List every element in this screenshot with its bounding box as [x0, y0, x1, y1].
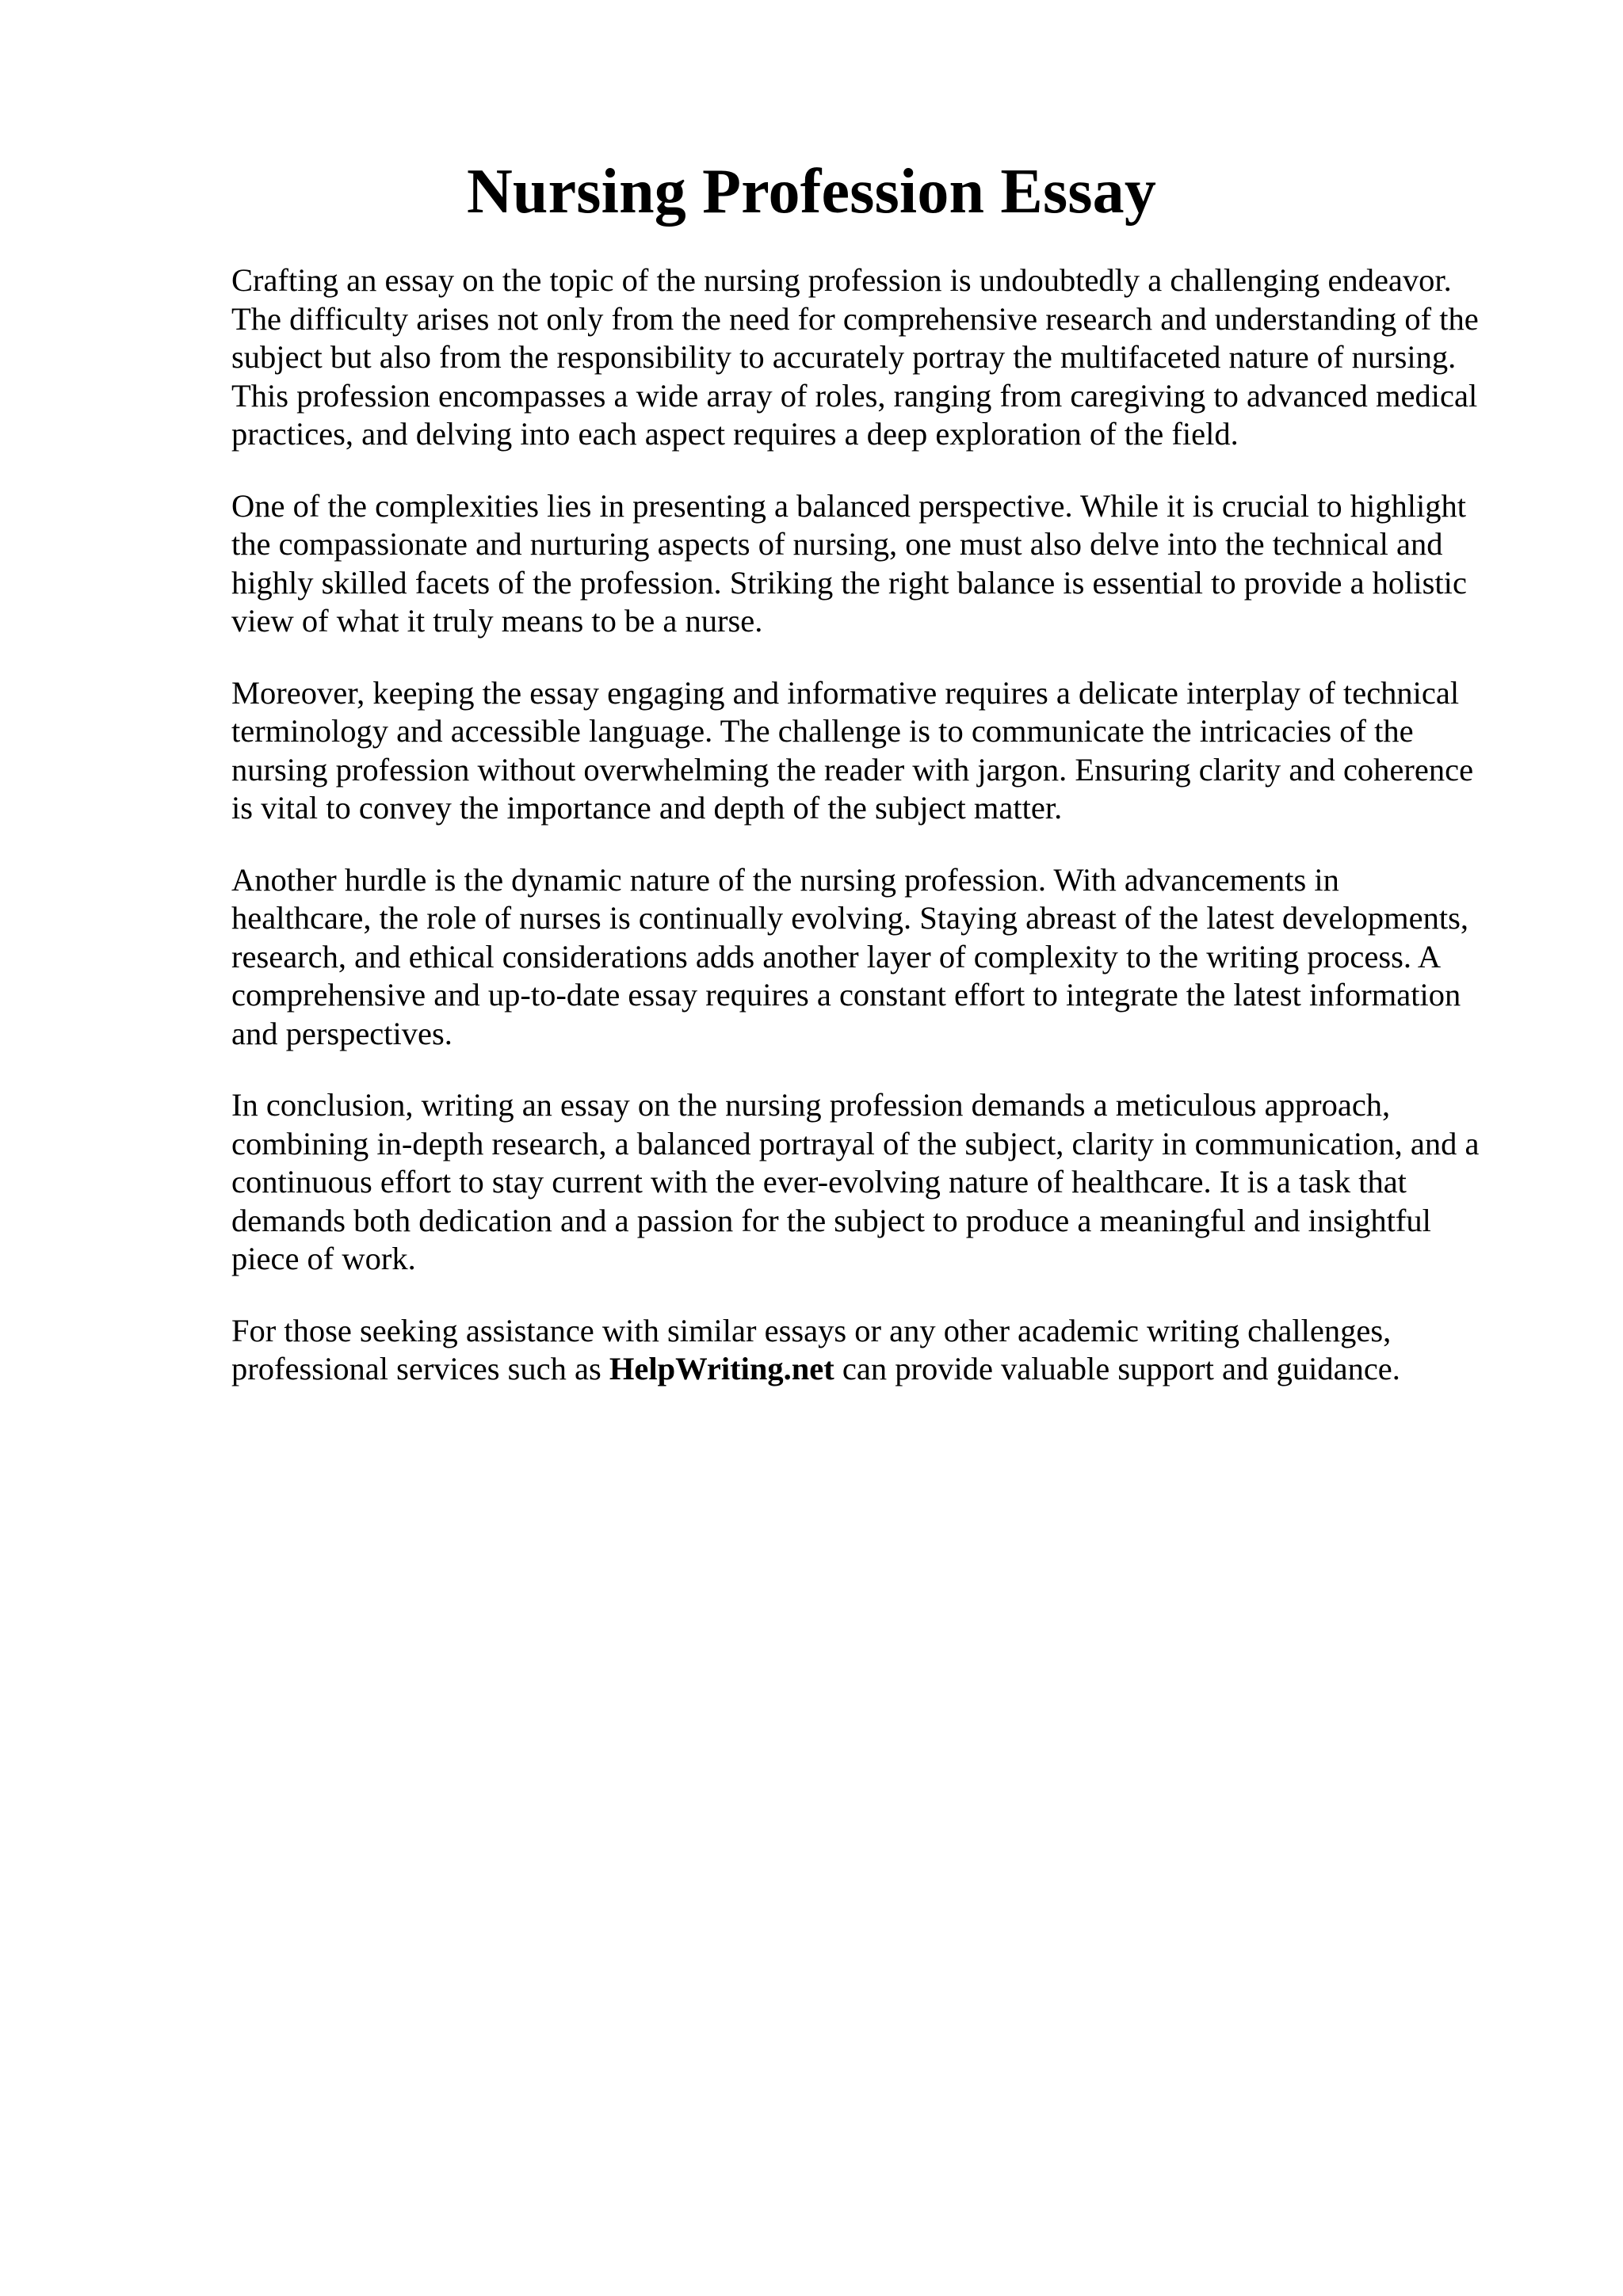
paragraph-3: [231, 674, 1515, 828]
text-line: This profession encompasses a wide array of roles, ranging from caregiving to advanced medical: [231, 377, 1478, 414]
text-line: The difficulty arises not only from the need for comprehensive research and understanding of the: [231, 300, 1479, 337]
text-line: is vital to convey the importance and depth of the subject matter.: [231, 790, 1063, 826]
text-line: In conclusion, writing an essay on the nursing profession demands a meticulous approach,: [231, 1087, 1391, 1123]
closing-text-after: can provide valuable support and guidance.: [834, 1351, 1400, 1386]
text-line: Crafting an essay on the topic of the nursing profession is undoubtedly a challenging endeavor.: [231, 262, 1452, 298]
text-line: continuous effort to stay current with the ever-evolving nature of healthcare. It is a task that: [231, 1164, 1407, 1199]
text-line: subject but also from the responsibility to accurately portray the multifaceted nature of nursing.: [231, 339, 1457, 375]
text-line: Another hurdle is the dynamic nature of the nursing profession. With advancements in: [231, 861, 1339, 898]
paragraph-1: [231, 261, 1515, 454]
brand-name: HelpWriting.net: [609, 1351, 834, 1386]
text-line: practices, and delving into each aspect requires a deep exploration of the field.: [231, 416, 1239, 452]
text-line: One of the complexities lies in presenting a balanced perspective. While it is crucial to highlight: [231, 487, 1467, 524]
text-line: comprehensive and up-to-date essay requires a constant effort to integrate the latest information: [231, 977, 1461, 1013]
text-line: nursing profession without overwhelming the reader with jargon. Ensuring clarity and coherence: [231, 751, 1474, 788]
text-line: [231, 1350, 1515, 1389]
text-line: and perspectives.: [231, 1015, 453, 1051]
text-line: For those seeking assistance with similar essays or any other academic writing challenges,: [231, 1312, 1392, 1348]
text-line: demands both dedication and a passion for the subject to produce a meaningful and insightful: [231, 1202, 1431, 1238]
text-line: highly skilled facets of the profession. Striking the right balance is essential to provide a holistic: [231, 564, 1467, 601]
page-title: Nursing Profession Essay: [466, 157, 1157, 227]
paragraph-2: [231, 487, 1515, 641]
paragraph-5: [231, 1086, 1515, 1279]
text-line: research, and ethical considerations adds another layer of complexity to the writing process. A: [231, 938, 1442, 974]
closing-text-before: professional services such as: [231, 1351, 609, 1386]
text-line: terminology and accessible language. The challenge is to communicate the intricacies of the: [231, 713, 1414, 749]
text-line: piece of work.: [231, 1241, 416, 1276]
text-line: the compassionate and nurturing aspects of nursing, one must also delve into the technical and: [231, 526, 1443, 562]
text-line: combining in-depth research, a balanced portrayal of the subject, clarity in communication, and a: [231, 1125, 1480, 1161]
paragraph-closing: [231, 1312, 1515, 1389]
paragraph-4: [231, 861, 1515, 1054]
text-line: view of what it truly means to be a nurse.: [231, 603, 763, 639]
text-line: healthcare, the role of nurses is continually evolving. Staying abreast of the latest developments,: [231, 900, 1469, 936]
essay-body: [231, 261, 1515, 1422]
text-line: Moreover, keeping the essay engaging and informative requires a delicate interplay of technical: [231, 674, 1460, 711]
